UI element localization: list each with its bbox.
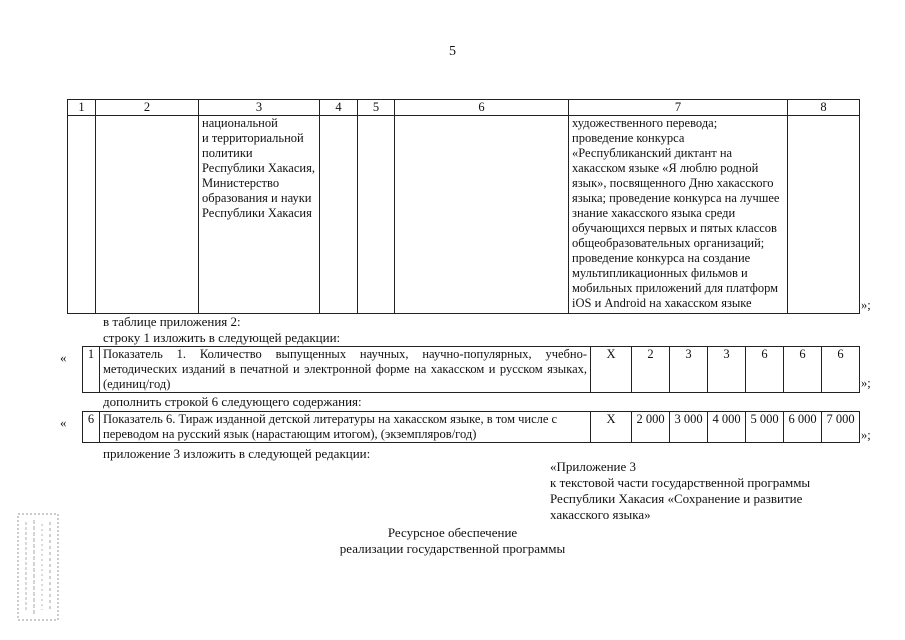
open-quote: « <box>60 350 67 365</box>
value-cell: 6 <box>784 347 822 393</box>
closing-quote: »; <box>861 428 871 442</box>
closing-quote: »; <box>861 298 871 312</box>
value-cell: 6 000 <box>784 412 822 443</box>
value-cell: 5 000 <box>746 412 784 443</box>
header-cell: 2 <box>96 100 199 116</box>
table-row <box>68 116 860 314</box>
appendix-header <box>550 459 810 523</box>
paragraph: дополнить строкой 6 следующего содержания: <box>103 394 362 409</box>
value-cell: 4 000 <box>708 412 746 443</box>
header-cell: 8 <box>788 100 860 116</box>
header-cell: 4 <box>320 100 358 116</box>
page-number: 5 <box>449 44 456 59</box>
header-cell: 7 <box>569 100 788 116</box>
value-cell: 6 <box>746 347 784 393</box>
section-title <box>0 525 905 557</box>
table-cell <box>358 116 395 314</box>
indicator-text: Показатель 1. Количество выпущенных научных, научно-популярных, учебно-методических изданий в печатной и электронной форме на хакасском и русском языках, (единиц/год) <box>100 347 591 393</box>
appendix-line: Республики Хакасия «Сохранение и развитие <box>550 491 803 506</box>
table-cell <box>96 116 199 314</box>
indicator-row-table <box>82 346 860 393</box>
indicator-row-table <box>82 411 860 443</box>
open-quote: « <box>60 415 67 430</box>
table-cell <box>68 116 96 314</box>
table-header-row <box>68 100 860 116</box>
table-row <box>83 347 860 393</box>
value-cell: 2 000 <box>632 412 670 443</box>
value-cell: 3 <box>708 347 746 393</box>
paragraph: в таблице приложения 2: <box>103 314 241 329</box>
table-cell <box>395 116 569 314</box>
row-number: 1 <box>83 347 100 393</box>
value-cell: 2 <box>632 347 670 393</box>
appendix-line: «Приложение 3 <box>550 459 637 474</box>
table-row <box>83 412 860 443</box>
table-cell <box>788 116 860 314</box>
responsible-cell: национальной и территориальной политики Республики Хакасия, Министерство образования и науки Республики Хакасия <box>199 116 320 314</box>
registration-stamp-icon <box>16 512 60 622</box>
table-cell <box>320 116 358 314</box>
continuation-table <box>67 99 860 314</box>
indicator-text: Показатель 6. Тираж изданной детской литературы на хакасском языке, в том числе с переводом на русский язык (нарастающим итогом), (экземпляров/год) <box>100 412 591 443</box>
header-cell: 6 <box>395 100 569 116</box>
value-cell: 3 <box>670 347 708 393</box>
value-cell: 7 000 <box>822 412 860 443</box>
closing-quote: »; <box>861 376 871 390</box>
value-cell: 6 <box>822 347 860 393</box>
value-cell: X <box>591 412 632 443</box>
value-cell: 3 000 <box>670 412 708 443</box>
title-line: Ресурсное обеспечение <box>387 525 518 540</box>
activities-cell: художественного перевода; проведение конкурса «Республиканский диктант на хакасском языке «Я люблю родной язык», посвященного Дню хакасского языка; проведение конкурса на лучшее знание хакасского языка среди обучающихся первых и пятых классов общеобразовательных организаций; проведение конкурса на создание мультипликационных фильмов и мобильных приложений для платформ iOS и Android на хакасском языке <box>569 116 788 314</box>
value-cell: X <box>591 347 632 393</box>
row-number: 6 <box>83 412 100 443</box>
header-cell: 1 <box>68 100 96 116</box>
paragraph: строку 1 изложить в следующей редакции: <box>103 330 341 345</box>
header-cell: 3 <box>199 100 320 116</box>
appendix-line: хакасского языка» <box>550 507 651 522</box>
title-line: реализации государственной программы <box>339 541 566 556</box>
paragraph: приложение 3 изложить в следующей редакции: <box>103 446 371 461</box>
header-cell: 5 <box>358 100 395 116</box>
appendix-line: к текстовой части государственной программы <box>550 475 811 490</box>
